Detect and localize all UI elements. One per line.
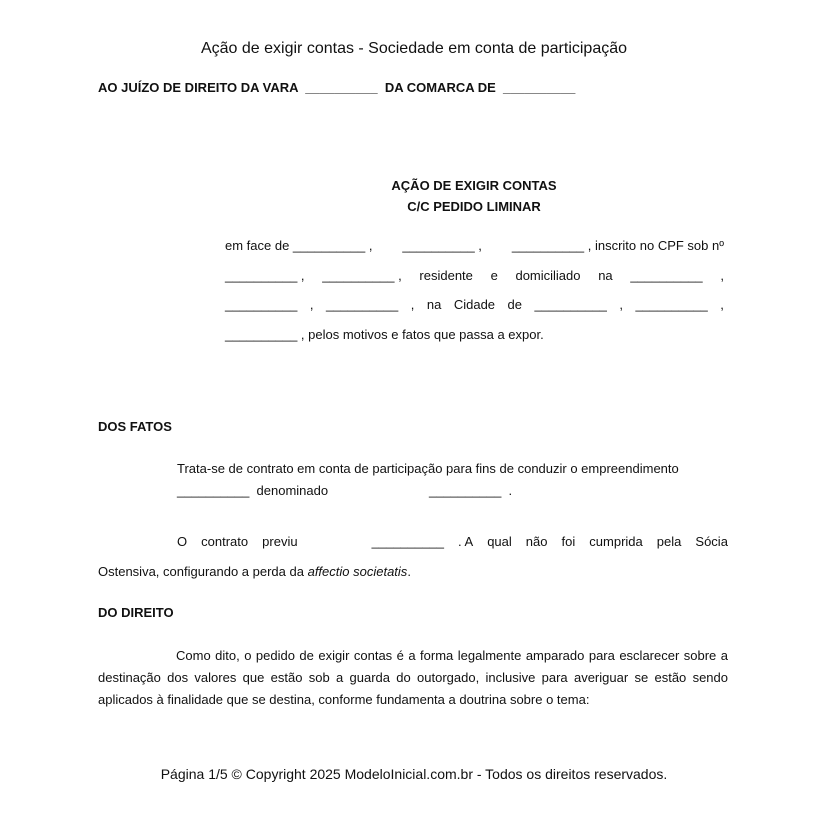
qualification-word: ,: [720, 297, 724, 312]
qualification-segment: __________ , pelos motivos e fatos que passa a expor.: [225, 327, 544, 342]
page-footer: Página 1/5 © Copyright 2025 ModeloInicial.com.br - Todos os direitos reservados.: [160, 766, 668, 782]
qualification-line-2: [225, 268, 724, 283]
qualification-word: residente: [419, 268, 473, 283]
qualification-word: ,: [309, 297, 314, 312]
qualification-word: e: [490, 268, 498, 283]
qualification-line-4: [225, 327, 724, 342]
action-title-line-1: AÇÃO DE EXIGIR CONTAS: [391, 178, 557, 193]
latin-term: affectio societatis: [307, 564, 408, 579]
qualification-word: __________ ,: [322, 268, 402, 283]
fatos-text: .: [407, 564, 411, 579]
fatos-paragraph-1-line-1: Trata-se de contrato em conta de participação para fins de conduzir o empreendimento: [177, 461, 679, 476]
direito-paragraph-1: Como dito, o pedido de exigir contas é a forma legalmente amparado para esclarecer sobre a destinação dos valores que estão sob a guarda do outorgado, inclusive para averiguar se estão sendo aplicados à finalidade que se destina, conforme fundamenta a doutrina sobre o tema:: [98, 648, 728, 707]
qualification-word: na: [426, 297, 442, 312]
qualification-word: ,: [720, 268, 724, 283]
section-heading-direito: DO DIREITO: [98, 605, 174, 620]
fatos-word: cumprida: [589, 534, 643, 549]
qualification-word: de: [507, 297, 523, 312]
fatos-word: foi: [561, 534, 576, 549]
qualification-line-3: [225, 297, 724, 312]
fatos-paragraph-2-line-2: [98, 564, 411, 579]
fatos-word: contrato: [201, 534, 249, 549]
qualification-word: ,: [410, 297, 415, 312]
fatos-paragraph-1-line-2b: __________ .: [429, 483, 513, 498]
qualification-word: __________: [225, 297, 298, 312]
document-title: Ação de exigir contas - Sociedade em conta de participação: [200, 40, 628, 57]
qualification-word: Cidade: [453, 297, 496, 312]
fatos-word: Sócia: [695, 534, 728, 549]
fatos-word: __________: [371, 534, 444, 549]
qualification-line-1: [225, 238, 724, 253]
fatos-paragraph-1-line-2a: __________ denominado: [177, 483, 329, 498]
section-heading-fatos: DOS FATOS: [98, 419, 172, 434]
qualification-word: domiciliado: [515, 268, 581, 283]
qualification-segment: __________ , inscrito no CPF sob nº: [511, 238, 724, 253]
fatos-word: pela: [656, 534, 682, 549]
fatos-word: não: [525, 534, 548, 549]
action-title: [0, 175, 828, 217]
action-title-line-2: C/C PEDIDO LIMINAR: [407, 199, 541, 214]
fatos-word: previu: [262, 534, 298, 549]
qualification-word: __________: [635, 297, 708, 312]
qualification-word: na: [598, 268, 613, 283]
qualification-word: ,: [619, 297, 623, 312]
qualification-segment: em face de __________ ,: [225, 238, 373, 253]
fatos-word: O: [177, 534, 188, 549]
addressee-line: AO JUÍZO DE DIREITO DA VARA __________ DA COMARCA DE __________: [98, 80, 576, 95]
qualification-word: __________: [534, 297, 607, 312]
fatos-word: . A: [457, 534, 474, 549]
qualification-word: __________ ,: [225, 268, 305, 283]
fatos-word: qual: [487, 534, 512, 549]
fatos-text: Ostensiva, configurando a perda da: [98, 564, 308, 579]
qualification-word: __________: [630, 268, 703, 283]
fatos-paragraph-2-line-1: [177, 534, 728, 549]
qualification-segment: __________ ,: [402, 238, 482, 253]
qualification-word: __________: [325, 297, 399, 312]
